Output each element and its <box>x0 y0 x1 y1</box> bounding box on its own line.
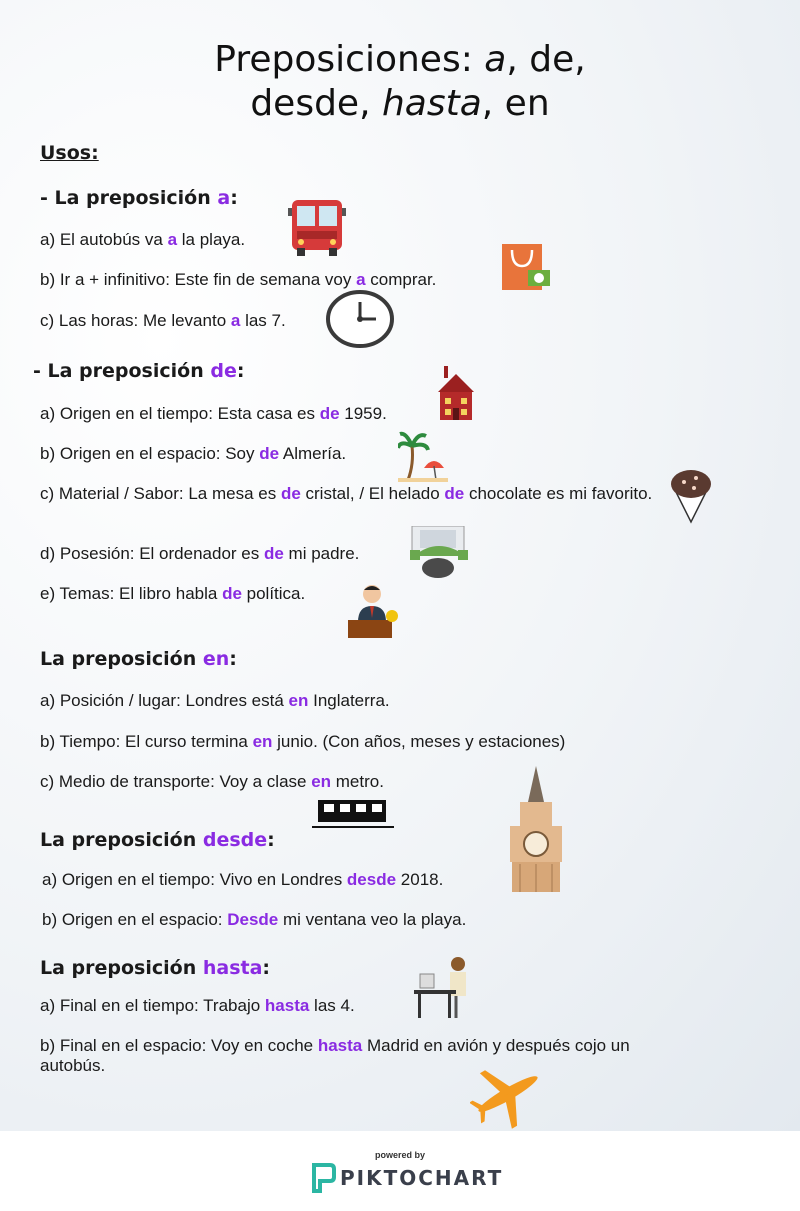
line-text: Inglaterra. <box>308 691 390 710</box>
heading-highlight: en <box>202 648 230 670</box>
section-en-heading <box>40 648 237 670</box>
line-text: la playa. <box>177 230 246 249</box>
section-a-line-2 <box>40 270 436 290</box>
line-text: a) Origen en el tiempo: Vivo en Londres <box>42 870 347 889</box>
title-text: Preposiciones: <box>214 39 485 80</box>
line-highlight: a <box>356 270 366 289</box>
line-text: las 4. <box>309 996 355 1015</box>
brand-name[interactable]: PIKTOCHART <box>340 1166 504 1190</box>
line-highlight: hasta <box>317 1036 363 1055</box>
line-text: b) Tiempo: El curso termina <box>40 732 253 751</box>
line-text: c) Las horas: Me levanto <box>40 311 231 330</box>
section-de-line-3 <box>40 484 660 504</box>
line-text: 2018. <box>396 870 444 889</box>
heading-text: : <box>236 360 245 382</box>
line-text: 1959. <box>339 404 387 423</box>
line-text: mi ventana veo la playa. <box>278 910 467 929</box>
line-text: junio. (Con años, meses y estaciones) <box>272 732 566 751</box>
heading-highlight: a <box>217 187 231 209</box>
title-italic: hasta <box>381 83 482 124</box>
section-en-line-1 <box>40 691 390 711</box>
section-hasta-line-2 <box>40 1036 640 1076</box>
heading-text: La preposición <box>40 648 203 670</box>
section-a-line-3 <box>40 311 286 331</box>
computer-desk-icon <box>408 526 472 578</box>
piktochart-logo-icon[interactable] <box>310 1163 336 1193</box>
line-text: c) Material / Sabor: La mesa es <box>40 484 281 503</box>
line-highlight: de <box>444 484 465 503</box>
section-hasta-line-1 <box>40 996 355 1016</box>
ice-cream-icon <box>668 466 714 524</box>
line-text: a) El autobús va <box>40 230 168 249</box>
bus-icon <box>288 198 346 258</box>
line-text: d) Posesión: El ordenador es <box>40 544 264 563</box>
line-text: comprar. <box>365 270 437 289</box>
line-text: b) Origen en el espacio: Soy <box>40 444 260 463</box>
line-text: b) Ir a + infinitivo: Este fin de semana voy <box>40 270 357 289</box>
line-text: b) Origen en el espacio: <box>42 910 228 929</box>
line-highlight: en <box>252 732 273 751</box>
big-ben-icon <box>506 766 566 894</box>
section-a-line-1 <box>40 230 245 250</box>
line-text: b) Final en el espacio: Voy en coche <box>40 1036 318 1055</box>
line-highlight: de <box>259 444 280 463</box>
section-desde-heading <box>40 829 275 851</box>
desk-worker-icon <box>412 956 472 1022</box>
title-italic: a <box>484 39 507 80</box>
heading-text: : <box>262 957 271 979</box>
line-text: Madrid en avión y después cojo un autobús. <box>40 1036 630 1075</box>
line-highlight: desde <box>346 870 397 889</box>
airplane-icon <box>470 1058 546 1130</box>
section-desde-line-1 <box>42 870 443 890</box>
line-highlight: hasta <box>264 996 310 1015</box>
section-en-line-2 <box>40 732 565 752</box>
section-a-heading <box>40 187 238 209</box>
line-text: mi padre. <box>283 544 360 563</box>
heading-text: : <box>229 648 237 670</box>
line-text: a) Origen en el tiempo: Esta casa es <box>40 404 320 423</box>
title-line-2 <box>0 82 800 126</box>
heading-text: - La preposición <box>33 360 211 382</box>
powered-by-label: powered by <box>374 1150 425 1160</box>
clock-icon <box>326 290 394 348</box>
heading-text: : <box>230 187 238 209</box>
line-text: e) Temas: El libro habla <box>40 584 223 603</box>
house-icon <box>436 364 476 422</box>
heading-text: La preposición <box>40 957 203 979</box>
line-text: a) Final en el tiempo: Trabajo <box>40 996 265 1015</box>
heading-text: - La preposición <box>40 187 218 209</box>
usos-heading: Usos: <box>40 142 99 164</box>
line-highlight: de <box>222 584 242 603</box>
line-text: Almería. <box>279 444 347 463</box>
line-text: metro. <box>331 772 384 791</box>
heading-text: : <box>267 829 275 851</box>
page-title <box>0 38 800 126</box>
line-text: chocolate es mi favorito. <box>464 484 653 503</box>
heading-highlight: hasta <box>202 957 263 979</box>
line-highlight: Desde <box>227 910 279 929</box>
section-de-heading <box>33 360 244 382</box>
shopping-bag-icon <box>500 236 552 292</box>
line-text: cristal, / El helado <box>300 484 445 503</box>
line-text: las 7. <box>240 311 286 330</box>
line-highlight: de <box>319 404 340 423</box>
section-de-line-1 <box>40 404 387 424</box>
speaker-icon <box>346 582 402 642</box>
line-highlight: en <box>311 772 332 791</box>
heading-highlight: de <box>210 360 237 382</box>
section-en-line-3 <box>40 772 384 792</box>
palm-beach-icon <box>398 428 448 482</box>
section-desde-line-2 <box>42 910 466 930</box>
section-de-line-5 <box>40 584 305 604</box>
title-text: , de, <box>506 39 586 80</box>
train-icon <box>312 796 394 830</box>
title-text: , en <box>481 83 550 124</box>
line-text: política. <box>241 584 306 603</box>
line-text: c) Medio de transporte: Voy a clase <box>40 772 312 791</box>
line-text: a) Posición / lugar: Londres está <box>40 691 289 710</box>
line-highlight: a <box>167 230 178 249</box>
line-highlight: a <box>230 311 241 330</box>
heading-highlight: desde <box>202 829 268 851</box>
title-line-1 <box>0 38 800 82</box>
section-de-line-4 <box>40 544 359 564</box>
heading-text: La preposición <box>40 829 203 851</box>
title-text: desde, <box>250 83 382 124</box>
line-highlight: en <box>288 691 309 710</box>
section-de-line-2 <box>40 444 346 464</box>
line-highlight: de <box>280 484 301 503</box>
section-hasta-heading <box>40 957 270 979</box>
line-highlight: de <box>263 544 284 563</box>
